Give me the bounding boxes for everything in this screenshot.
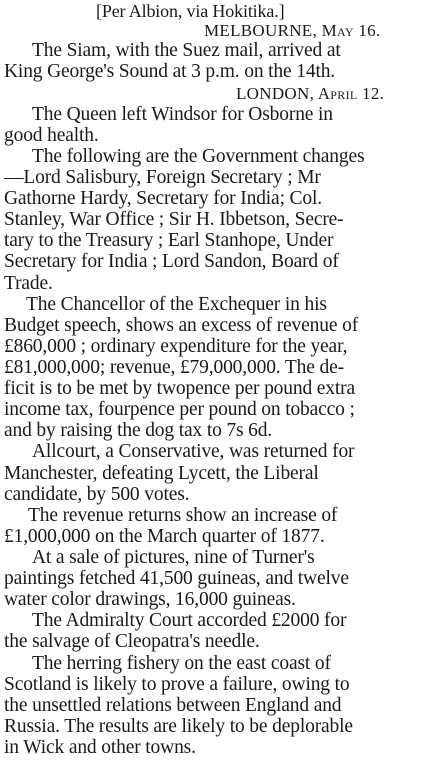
text-line: in Wick and other towns. (4, 736, 196, 758)
text-line: Manchester, defeating Lycett, the Liberal (4, 462, 319, 484)
text-line: good health. (4, 124, 99, 146)
text-line: Russia. The results are likely to be deplorable (4, 715, 353, 737)
text-line: the unsettled relations between England and (4, 694, 342, 716)
text-line: Scotland is likely to prove a failure, owing to (4, 673, 350, 695)
text-line: At a sale of pictures, nine of Turner's (32, 546, 315, 568)
text-line: tary to the Treasury ; Earl Stanhope, Under (4, 230, 334, 252)
text-line: King George's Sound at 3 p.m. on the 14th. (4, 61, 336, 83)
text-line: candidate, by 500 votes. (4, 483, 190, 505)
text-line: The herring fishery on the east coast of (32, 652, 331, 674)
text-line: The revenue returns show an increase of (28, 504, 338, 526)
text-line: ficit is to be met by twopence per pound extra (4, 378, 356, 399)
text-line: Secretary for India ; Lord Sandon, Board of (4, 251, 339, 273)
text-line: the salvage of Cleopatra's needle. (4, 631, 260, 653)
text-line: Trade. (4, 272, 53, 294)
header-line: [Per Albion, via Hokitika.] (96, 1, 285, 21)
text-line: and by raising the dog tax to 7s 6d. (4, 420, 273, 442)
text-line: Stanley, War Office ; Sir H. Ibbetson, Secre- (4, 209, 344, 231)
text-line: paintings fetched 41,500 guineas, and twelve (4, 568, 349, 589)
text-line: —Lord Salisbury, Foreign Secretary ; Mr (4, 167, 321, 188)
text-line: The Siam, with the Suez mail, arrived at (32, 40, 341, 62)
dateline-melbourne: MELBOURNE, May 16. (204, 21, 381, 41)
text-line: Budget speech, shows an excess of revenue of (4, 314, 359, 336)
text-line: The Queen left Windsor for Osborne in (32, 103, 333, 125)
text-line: The following are the Government changes (32, 145, 365, 167)
text-line: income tax, fourpence per pound on tobacco ; (4, 399, 355, 421)
text-line: Gathorne Hardy, Secretary for India; Col. (4, 188, 323, 210)
text-line: The Chancellor of the Exchequer in his (26, 293, 327, 315)
text-line: water color drawings, 16,000 guineas. (4, 589, 296, 611)
dateline-london: LONDON, April 12. (236, 83, 385, 103)
text-line: Allcourt, a Conservative, was returned for (32, 441, 355, 463)
text-line: £81,000,000; revenue, £79,000,000. The de- (4, 356, 344, 378)
text-line: £860,000 ; ordinary expenditure for the year, (4, 335, 348, 357)
text-line: The Admiralty Court accorded £2000 for (32, 610, 347, 632)
text-line: £1,000,000 on the March quarter of 1877. (4, 525, 325, 547)
